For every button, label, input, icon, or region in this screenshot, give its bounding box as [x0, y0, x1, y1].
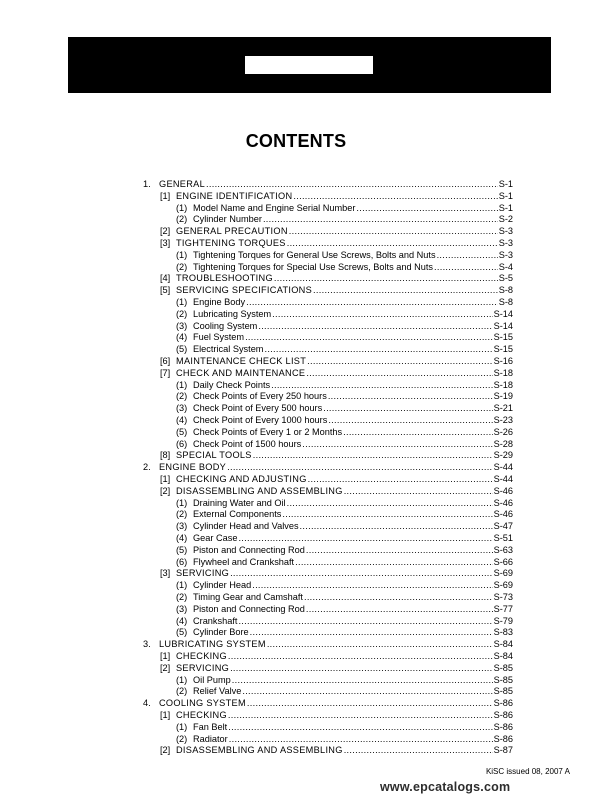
toc-entry-page: S-3	[498, 226, 513, 236]
toc-entry-number: (3)	[176, 521, 188, 531]
toc-entry[interactable]	[176, 626, 513, 638]
toc-entry-page: S-85	[493, 663, 513, 673]
toc-entry-page: S-19	[493, 391, 513, 401]
toc-leader-dots	[293, 190, 497, 202]
toc-entry-label: Lubricating System	[193, 309, 272, 319]
toc-entry-number: [3]	[160, 238, 171, 248]
toc-leader-dots	[245, 331, 493, 343]
toc-entry-page: S-46	[493, 509, 513, 519]
toc-leader-dots	[313, 284, 498, 296]
toc-entry-page: S-8	[498, 285, 513, 295]
page-title: CONTENTS	[245, 131, 347, 151]
toc-entry-page: S-69	[493, 580, 513, 590]
toc-entry-number: (2)	[176, 214, 188, 224]
toc-entry-page: S-2	[498, 214, 513, 224]
toc-entry-number: [1]	[160, 651, 171, 661]
toc-entry[interactable]	[160, 485, 513, 497]
toc-entry-number: [1]	[160, 191, 171, 201]
toc-entry-label: Cylinder Head and Valves	[193, 521, 299, 531]
toc-entry-number: (3)	[176, 604, 188, 614]
toc-entry-number: (4)	[176, 332, 188, 342]
toc-entry[interactable]	[160, 744, 513, 756]
toc-leader-dots	[267, 638, 493, 650]
toc-leader-dots	[250, 626, 493, 638]
toc-entry-label: MAINTENANCE CHECK LIST	[176, 356, 307, 366]
toc-leader-dots	[247, 697, 493, 709]
toc-entry-number: [1]	[160, 474, 171, 484]
toc-entry-number: (5)	[176, 427, 188, 437]
toc-entry-number: (1)	[176, 203, 188, 213]
toc-entry-number: (2)	[176, 686, 188, 696]
toc-entry-page: S-47	[493, 521, 513, 531]
toc-leader-dots	[308, 473, 493, 485]
toc-entry-label: CHECKING	[176, 710, 227, 720]
toc-entry-number: (2)	[176, 734, 188, 744]
toc-entry[interactable]	[176, 308, 513, 320]
toc-leader-dots	[228, 650, 493, 662]
toc-entry-label: Piston and Connecting Rod	[193, 545, 305, 555]
toc-entry-number: (3)	[176, 321, 188, 331]
toc-entry-number: (1)	[176, 580, 188, 590]
toc-entry-page: S-73	[493, 592, 513, 602]
toc-leader-dots	[228, 709, 493, 721]
toc-leader-dots	[437, 249, 498, 261]
toc-entry-number: (2)	[176, 391, 188, 401]
toc-leader-dots	[328, 414, 492, 426]
toc-entry-number: [2]	[160, 486, 171, 496]
toc-entry[interactable]	[160, 355, 513, 367]
toc-entry-page: S-18	[493, 368, 513, 378]
toc-entry-page: S-1	[498, 179, 513, 189]
toc-entry-number: (2)	[176, 262, 188, 272]
toc-entry-number: (6)	[176, 439, 188, 449]
toc-entry-page: S-66	[493, 557, 513, 567]
toc-entry-page: S-69	[493, 568, 513, 578]
toc-entry[interactable]	[160, 225, 513, 237]
toc-entry[interactable]	[160, 650, 513, 662]
toc-entry-label: Crankshaft	[193, 616, 238, 626]
toc-entry[interactable]	[176, 721, 513, 733]
toc-entry-number: (1)	[176, 675, 188, 685]
toc-entry[interactable]	[176, 591, 513, 603]
toc-entry-number: (3)	[176, 403, 188, 413]
toc-entry[interactable]	[176, 414, 513, 426]
toc-entry-number: (4)	[176, 415, 188, 425]
toc-entry-label: Tightening Torques for General Use Screws, Bolts and Nuts	[193, 250, 436, 260]
toc-entry-page: S-86	[493, 710, 513, 720]
toc-entry-label: Oil Pump	[193, 675, 231, 685]
toc-entry-label: Electrical System	[193, 344, 264, 354]
toc-entry-label: Relief Valve	[193, 686, 242, 696]
toc-entry-label: SPECIAL TOOLS	[176, 450, 252, 460]
toc-entry-label: Cylinder Head	[193, 580, 252, 590]
toc-entry-page: S-5	[498, 273, 513, 283]
toc-leader-dots	[274, 272, 498, 284]
toc-entry[interactable]	[176, 603, 513, 615]
toc-entry-page: S-83	[493, 627, 513, 637]
toc-entry-page: S-85	[493, 675, 513, 685]
toc-entry-number: (4)	[176, 533, 188, 543]
toc-entry-number: [6]	[160, 356, 171, 366]
toc-entry-label: Check Point of Every 1000 hours	[193, 415, 328, 425]
toc-entry-label: SERVICING	[176, 568, 230, 578]
toc-entry[interactable]	[176, 296, 513, 308]
toc-entry-number: [2]	[160, 745, 171, 755]
toc-leader-dots	[227, 461, 492, 473]
toc-entry-label: Model Name and Engine Serial Number	[193, 203, 356, 213]
toc-entry[interactable]	[176, 213, 513, 225]
toc-entry-number: (1)	[176, 297, 188, 307]
toc-entry-label: TIGHTENING TORQUES	[176, 238, 286, 248]
toc-entry-label: Cylinder Number	[193, 214, 262, 224]
toc-entry[interactable]	[176, 685, 513, 697]
toc-entry[interactable]	[176, 390, 513, 402]
toc-entry-number: [4]	[160, 273, 171, 283]
toc-entry-number: (1)	[176, 380, 188, 390]
toc-entry-number: [2]	[160, 226, 171, 236]
toc-entry-label: Cylinder Bore	[193, 627, 249, 637]
toc-entry-page: S-21	[493, 403, 513, 413]
toc-entry-label: SERVICING	[176, 663, 230, 673]
toc-entry-number: [5]	[160, 285, 171, 295]
toc-entry-page: S-1	[498, 191, 513, 201]
toc-entry-page: S-46	[493, 498, 513, 508]
toc-leader-dots	[344, 744, 493, 756]
toc-leader-dots	[289, 225, 498, 237]
toc-entry-page: S-8	[498, 297, 513, 307]
toc-entry-page: S-15	[493, 332, 513, 342]
toc-entry-page: S-15	[493, 344, 513, 354]
toc-entry-label: CHECK AND MAINTENANCE	[176, 368, 306, 378]
toc-entry-number: (2)	[176, 509, 188, 519]
toc-entry[interactable]	[160, 449, 513, 461]
toc-entry[interactable]	[176, 426, 513, 438]
watermark: www.epcatalogs.com	[380, 780, 511, 794]
toc-entry[interactable]	[176, 249, 513, 261]
toc-leader-dots	[282, 508, 492, 520]
toc-entry[interactable]	[143, 461, 513, 473]
header-banner	[68, 37, 551, 93]
toc-entry-label: Check Point of Every 500 hours	[193, 403, 323, 413]
toc-entry[interactable]	[143, 178, 513, 190]
toc-leader-dots	[306, 603, 493, 615]
toc-entry-page: S-3	[498, 238, 513, 248]
toc-leader-dots	[306, 544, 493, 556]
toc-entry[interactable]	[176, 520, 513, 532]
toc-entry-page: S-14	[493, 309, 513, 319]
toc-entry-label: Daily Check Points	[193, 380, 271, 390]
toc-entry-page: S-28	[493, 439, 513, 449]
toc-entry-number: (2)	[176, 592, 188, 602]
toc-entry-number: [3]	[160, 568, 171, 578]
toc-entry[interactable]	[160, 662, 513, 674]
toc-entry[interactable]	[176, 508, 513, 520]
toc-leader-dots	[307, 355, 492, 367]
toc-entry[interactable]	[160, 284, 513, 296]
toc-entry[interactable]	[160, 709, 513, 721]
toc-entry[interactable]	[160, 237, 513, 249]
toc-leader-dots	[228, 721, 492, 733]
toc-entry-page: S-79	[493, 616, 513, 626]
toc-entry[interactable]	[160, 190, 513, 202]
toc-entry-page: S-86	[493, 722, 513, 732]
toc-leader-dots	[242, 685, 492, 697]
toc-entry-page: S-86	[493, 734, 513, 744]
toc-entry-page: S-51	[493, 533, 513, 543]
toc-entry-number: 4.	[143, 698, 151, 708]
toc-entry[interactable]	[160, 567, 513, 579]
toc-entry-number: [8]	[160, 450, 171, 460]
toc-entry-page: S-16	[493, 356, 513, 366]
toc-entry-number: (5)	[176, 627, 188, 637]
toc-entry-page: S-84	[493, 639, 513, 649]
toc-entry-label: GENERAL	[159, 179, 206, 189]
toc-entry-page: S-46	[493, 486, 513, 496]
toc-leader-dots	[323, 402, 492, 414]
toc-entry-number: (5)	[176, 545, 188, 555]
toc-entry-label: TROUBLESHOOTING	[176, 273, 273, 283]
toc-entry-label: ENGINE BODY	[159, 462, 227, 472]
toc-entry-label: GENERAL PRECAUTION	[176, 226, 288, 236]
toc-entry-page: S-85	[493, 686, 513, 696]
toc-entry[interactable]	[176, 544, 513, 556]
toc-entry-label: COOLING SYSTEM	[159, 698, 246, 708]
toc-leader-dots	[238, 532, 492, 544]
toc-leader-dots	[263, 213, 498, 225]
toc-entry-number: (1)	[176, 250, 188, 260]
toc-entry-number: (2)	[176, 309, 188, 319]
toc-entry-label: ENGINE IDENTIFICATION	[176, 191, 293, 201]
toc-entry-label: Fan Belt	[193, 722, 228, 732]
toc-entry-label: Engine Body	[193, 297, 246, 307]
toc-leader-dots	[252, 579, 492, 591]
toc-entry[interactable]	[176, 343, 513, 355]
toc-entry-label: Cooling System	[193, 321, 258, 331]
toc-entry-page: S-26	[493, 427, 513, 437]
toc-leader-dots	[230, 662, 493, 674]
toc-entry-page: S-18	[493, 380, 513, 390]
toc-entry[interactable]	[160, 473, 513, 485]
toc-entry-number: (6)	[176, 557, 188, 567]
toc-entry-label: CHECKING AND ADJUSTING	[176, 474, 307, 484]
toc-entry-label: Check Point of 1500 hours	[193, 439, 302, 449]
toc-leader-dots	[246, 296, 498, 308]
toc-entry-number: [7]	[160, 368, 171, 378]
toc-entry-number: 3.	[143, 639, 151, 649]
toc-entry-label: Gear Case	[193, 533, 238, 543]
toc-leader-dots	[206, 178, 498, 190]
toc-entry-page: S-4	[498, 262, 513, 272]
toc-entry-label: External Components	[193, 509, 282, 519]
issue-footer: KiSC issued 08, 2007 A	[485, 767, 570, 776]
toc-leader-dots	[287, 237, 498, 249]
toc-entry[interactable]	[160, 367, 513, 379]
toc-entry[interactable]	[143, 638, 513, 650]
toc-entry-number: (1)	[176, 498, 188, 508]
toc-leader-dots	[306, 367, 492, 379]
toc-entry-page: S-23	[493, 415, 513, 425]
toc-leader-dots	[343, 426, 492, 438]
toc-entry-page: S-84	[493, 651, 513, 661]
toc-entry-label: DISASSEMBLING AND ASSEMBLING	[176, 745, 343, 755]
toc-entry-label: Piston and Connecting Rod	[193, 604, 305, 614]
toc-entry-number: (5)	[176, 344, 188, 354]
toc-entry-label: Radiator	[193, 734, 228, 744]
toc-leader-dots	[272, 308, 492, 320]
toc-entry-page: S-1	[498, 203, 513, 213]
toc-entry[interactable]	[160, 272, 513, 284]
toc-entry[interactable]	[176, 532, 513, 544]
toc-entry-label: Flywheel and Crankshaft	[193, 557, 295, 567]
toc-entry-label: LUBRICATING SYSTEM	[159, 639, 266, 649]
toc-entry-label: Fuel System	[193, 332, 245, 342]
toc-entry-label: Timing Gear and Camshaft	[193, 592, 303, 602]
toc-entry-label: Check Points of Every 1 or 2 Months	[193, 427, 343, 437]
toc-entry[interactable]	[143, 697, 513, 709]
toc-entry-label: Tightening Torques for Special Use Screws, Bolts and Nuts	[193, 262, 434, 272]
toc-leader-dots	[253, 449, 493, 461]
toc-entry-label: Check Points of Every 250 hours	[193, 391, 327, 401]
toc-entry-label: CHECKING	[176, 651, 227, 661]
toc-entry-number: (4)	[176, 616, 188, 626]
toc-entry-page: S-63	[493, 545, 513, 555]
toc-entry-number: 1.	[143, 179, 151, 189]
toc-entry-page: S-3	[498, 250, 513, 260]
toc-entry-label: DISASSEMBLING AND ASSEMBLING	[176, 486, 343, 496]
toc-entry-page: S-77	[493, 604, 513, 614]
toc-entry-label: Draining Water and Oil	[193, 498, 286, 508]
toc-leader-dots	[230, 567, 493, 579]
toc-entry-label: SERVICING SPECIFICATIONS	[176, 285, 313, 295]
toc-entry-page: S-44	[493, 462, 513, 472]
toc-entry[interactable]	[176, 579, 513, 591]
toc-leader-dots	[304, 591, 493, 603]
toc-entry-page: S-29	[493, 450, 513, 460]
toc-leader-dots	[264, 343, 492, 355]
toc-leader-dots	[300, 520, 493, 532]
toc-entry-page: S-14	[493, 321, 513, 331]
toc-leader-dots	[328, 390, 493, 402]
toc-entry[interactable]	[176, 402, 513, 414]
toc-entry-page: S-44	[493, 474, 513, 484]
toc-entry-page: S-86	[493, 698, 513, 708]
toc-entry[interactable]	[176, 331, 513, 343]
toc-entry-number: [1]	[160, 710, 171, 720]
toc-entry-number: (1)	[176, 722, 188, 732]
banner-label-box	[245, 56, 373, 74]
toc-entry-page: S-87	[493, 745, 513, 755]
toc-entry-number: 2.	[143, 462, 151, 472]
toc-entry-number: [2]	[160, 663, 171, 673]
toc-leader-dots	[344, 485, 493, 497]
